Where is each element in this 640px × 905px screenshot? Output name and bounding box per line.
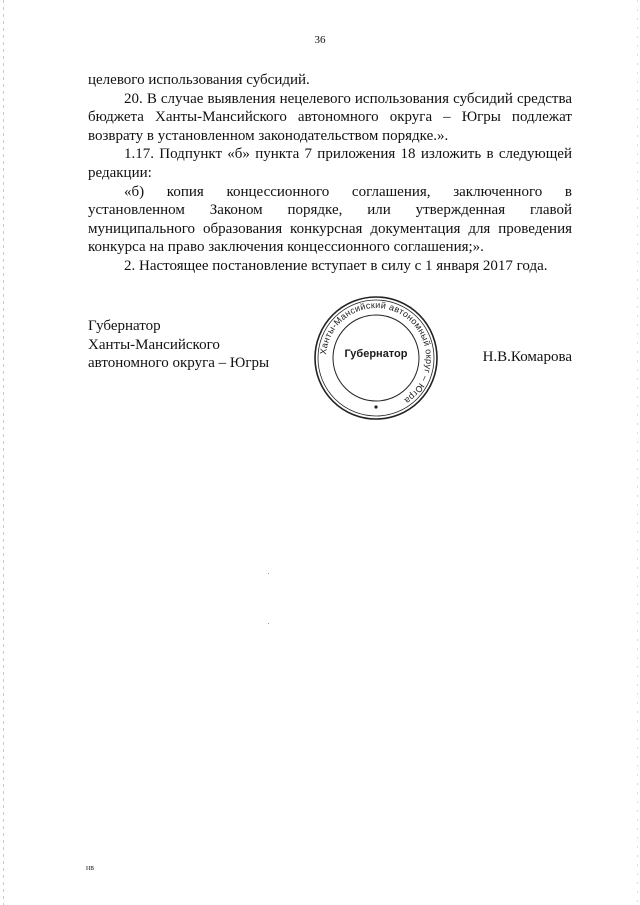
seal-center-text: Губернатор xyxy=(344,348,408,360)
paragraph-continuation: целевого использования субсидий. xyxy=(88,72,310,88)
paragraph-item-2: 2. Настоящее постановление вступает в силу с 1 января 2017 года. xyxy=(124,257,548,274)
paragraph-subitem-b: «б) копия концессионного соглашения, заключенного в установленном Законом порядке, или утвержденная главой муниципального образования конкурсная документация для проведения конкурса на право заключения концессионного соглашения;». xyxy=(88,183,572,256)
scan-edge-right xyxy=(637,0,638,905)
scan-edge-left xyxy=(3,0,4,905)
signatory-title-line: Ханты-Мансийского xyxy=(88,336,220,353)
signatory-title-line: Губернатор xyxy=(88,318,161,334)
signatory-name: Н.В.Комарова xyxy=(482,349,572,365)
official-seal xyxy=(312,294,440,422)
document-body xyxy=(88,71,572,276)
signatory-title-line: автономного округа – Югры xyxy=(88,355,270,371)
paragraph-item-1-17: 1.17. Подпункт «б» пункта 7 приложения 18 изложить в следующей редакции: xyxy=(88,146,572,181)
page-number: 36 xyxy=(314,34,326,46)
scan-speck xyxy=(268,623,269,624)
footer-initials: нв xyxy=(86,863,95,872)
paragraph-item-20: 20. В случае выявления нецелевого использования субсидий средства бюджета Ханты-Мансийского автономного округа – Югры подлежат возврату в установленном законодательством порядке.». xyxy=(88,90,572,144)
signatory-title xyxy=(88,317,269,373)
svg-text:Ханты-Мансийский автономный ок: Ханты-Мансийский автономный округ – Югра xyxy=(318,299,435,407)
scan-speck xyxy=(268,573,269,574)
